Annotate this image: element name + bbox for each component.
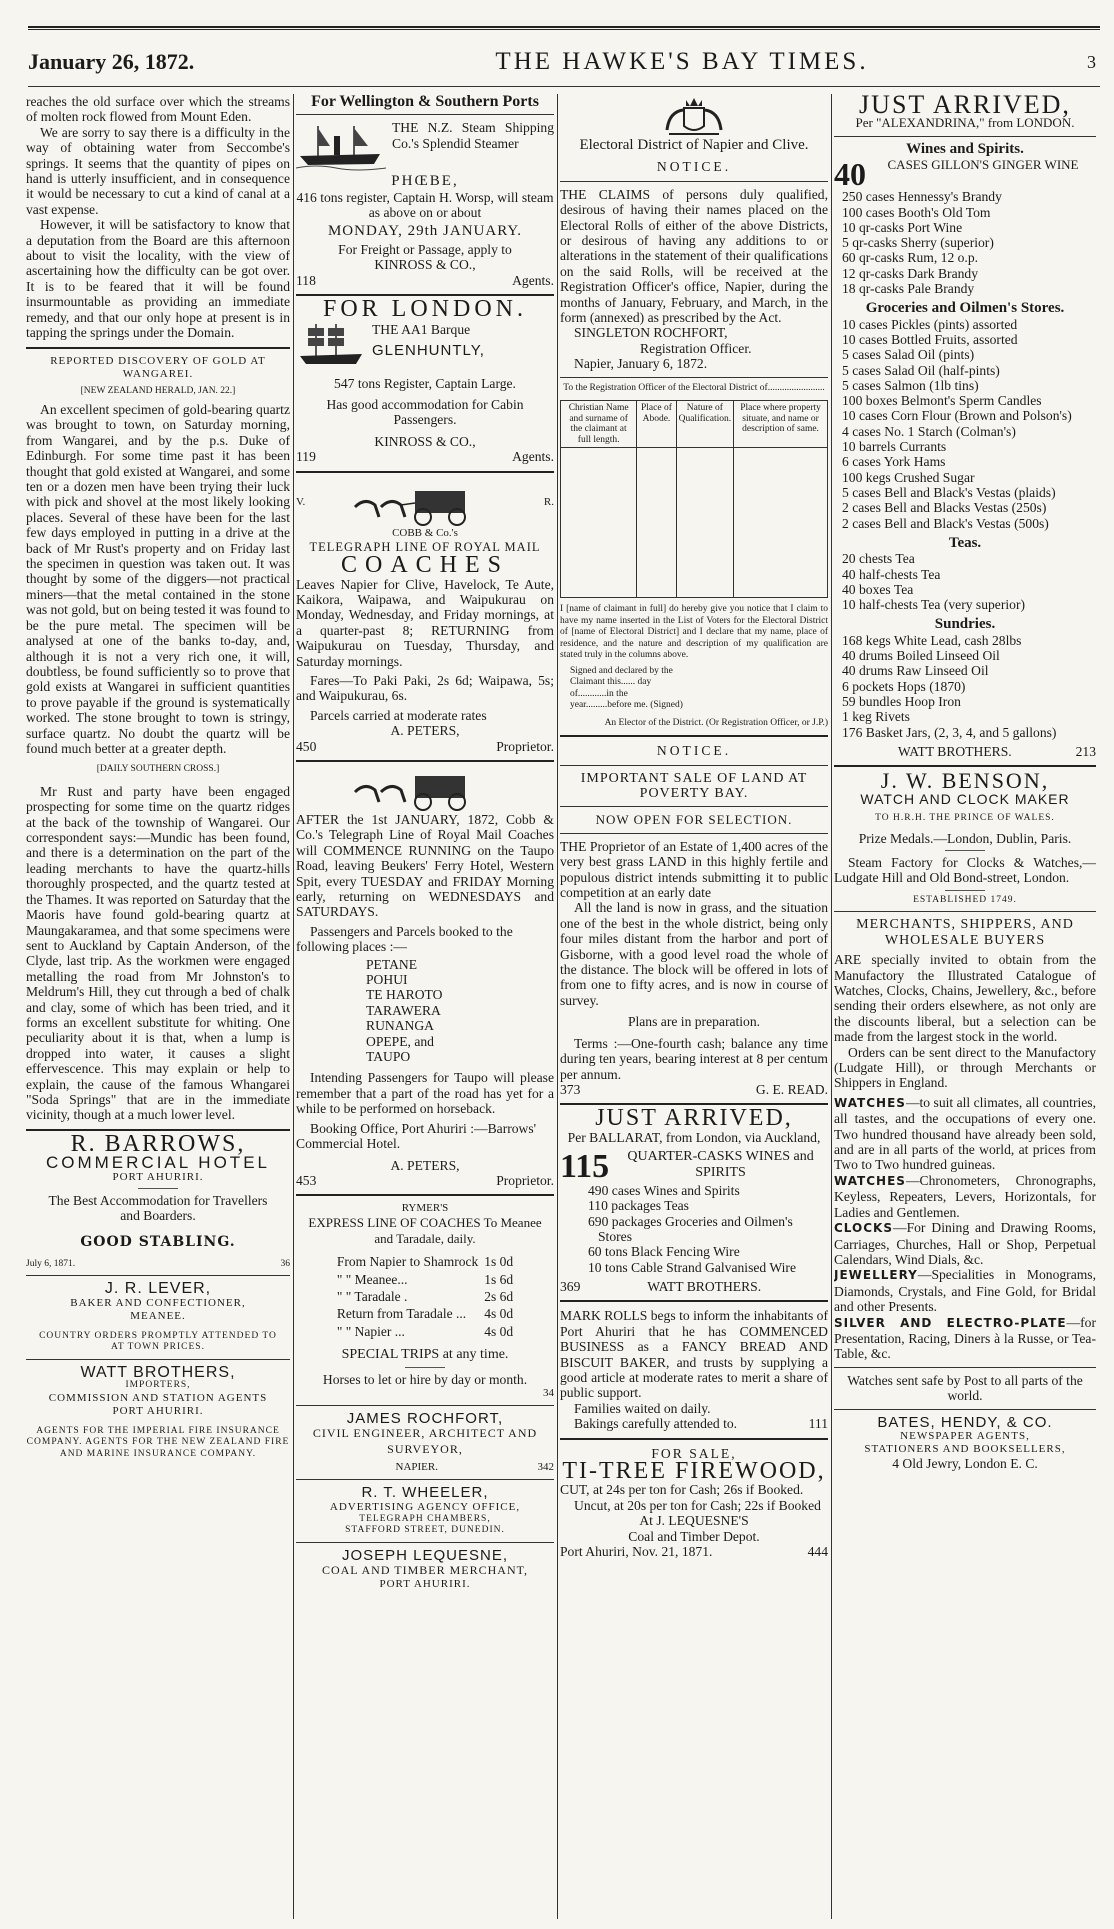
advert-text: Intending Passengers for Taupo will please remember that a part of the road has yet for a while to be performed on horseback. [296,1070,554,1117]
advert-subtitle: TO H.R.H. THE PRINCE OF WALES. [875,813,1055,824]
advert-number: 118 [296,272,316,288]
cobb-advert [296,479,554,754]
advert-date: Napier, January 6, 1872. [574,356,708,372]
goods-item: 100 kegs Crushed Sugar [842,469,975,485]
advert-text: Steam Factory for Clocks & Watches,—Ludgate Hill and Old Bond-street, London. [834,855,1096,886]
product-desc: —to suit all climates, all countries, all tastes, and the occupations of every one. Two hundred thousand have already been sold, and are in all parts of the world, at prices from Two to Two hundred guineas. [834,1094,1096,1173]
divider [560,833,828,834]
fare-price: 1s 6d [484,1271,514,1287]
fare-price: 2s 6d [484,1288,514,1304]
advert-place: PORT AHURIRI. [112,1170,204,1183]
proprietor-role: Proprietor. [496,738,554,754]
advert-text: Parcels carried at moderate rates [310,707,487,723]
advert-text: Per "ALEXANDRINA," from LONDON. [855,115,1075,131]
goods-item: 5 cases Salad Oil (half-pints) [842,362,1000,378]
divider [560,181,828,182]
goods-item: 250 cases Hennessy's Brandy [842,189,1002,205]
signatory-name: G. E. READ. [755,1081,828,1097]
advert-address: STAFFORD STREET, DUNEDIN. [345,1525,505,1536]
taupo-advert [296,768,554,1188]
section-heading: Sundries. [934,616,996,633]
advert-text: AGENTS FOR THE IMPERIAL FIRE INSURANCE COMPANY. AGENTS FOR THE NEW ZEALAND FIRE AND MARINE INSURANCE COMPANY. [26,1425,290,1459]
crest-letter: V. [296,496,306,509]
advert-text: SPECIAL TRIPS at any time. [341,1347,509,1363]
advert-text: Leaves Napier for Clive, Havelock, Te Aute, Kaikora, Waipawa, and Waipukurau on Monday, Wednesday, and Friday mornings, at a quarter-past 8; RETURNING from Waipukurau on Tuesday, Thursday, and Saturday mornings. [296,576,554,669]
place-item: POHUI [366,972,408,988]
article-paragraph: reaches the old surface over which the streams of molten rock flowed from Mount Eden. [26,94,290,125]
advert-text: Plans are in preparation. [627,1014,761,1030]
goods-item: 10 half-chests Tea (very superior) [842,597,1025,613]
advert-text: Watches sent safe by Post to all parts of the world. [847,1372,1083,1404]
signatory-role: Registration Officer. [640,340,752,356]
goods-item: 110 packages Teas [588,1198,689,1214]
fare-row [335,1289,515,1304]
advert-name: R. T. WHEELER, [361,1484,489,1502]
quantity-number: 115 [560,1149,610,1184]
ornament [945,890,985,891]
advert-heading: GOOD STABLING. [80,1234,236,1251]
goods-item: 1 keg Rivets [842,709,910,725]
goods-item: 10 cases Bottled Fruits, assorted [842,332,1018,347]
advert-heading: MERCHANTS, SHIPPERS, AND WHOLESALE BUYERS [856,917,1074,948]
fare-price: 4s 0d [484,1323,514,1339]
advert-name: JOSEPH LEQUESNE, [341,1546,509,1564]
goods-item: 10 cases Pickles (pints) assorted [842,316,1018,332]
advert-text: 416 tons register, Captain H. Worsp, will steam as above on or about [296,189,554,221]
barque-icon [296,322,366,370]
form-header: Nature of Qualification. [676,401,734,448]
lever-advert [26,1281,290,1353]
divider [296,1479,554,1480]
product-desc: —for Presentation, Racing, Diners à la Russe, or Tea-Table, &c. [834,1314,1096,1362]
advert-heading: Electoral District of Napier and Clive. [579,137,809,153]
wheeler-advert [296,1485,554,1536]
goods-item: 40 boxes Tea [842,581,914,597]
signatory-name: SINGLETON ROCHFORT, [574,325,728,341]
advert-number: 36 [280,1258,290,1269]
advert-number: 342 [537,1461,554,1474]
advert-text: Uncut, at 20s per ton for Cash; 22s if Booked [574,1497,821,1513]
divider [296,760,554,762]
quantity-number: 40 [834,157,866,190]
goods-item: 6 cases York Hams [842,454,946,470]
advert-title: CIVIL ENGINEER, ARCHITECT AND SURVEYOR, [312,1426,538,1456]
advert-heading: FOR LONDON. [322,296,527,323]
form-header: Christian Name and surname of the claimant at full length. [561,401,637,448]
column-divider [293,94,294,1919]
advert-title: IMPORTERS, [125,1380,191,1391]
benson-products [834,1095,1096,1362]
divider [834,911,1096,912]
advert-text: Families waited on daily. [574,1400,711,1416]
product-key: JEWELLERY [834,1268,918,1283]
notice-label: NOTICE. [656,159,732,175]
product-item [834,1220,1096,1267]
article-paragraph: However, it will be satisfactory to know that a deputation from the Board are this afternoon about to visit the locality, with the view of ascertaining how the difficulty can be got over. It is to be feared that it will be found insurmountable as providing an immediate remedy, and that our only hope at present is in tapping the springs under the Domain. [26,217,290,341]
claim-declaration: I [name of claimant in full] do hereby give you notice that I claim to have my name inserted in the List of Voters for the Electoral District of [name of Electoral District] and I declare that my name, place of residence, and the nature and description of my qualification are stated truly in the columns above. [560,604,828,661]
crest-letter: R. [543,496,554,509]
goods-item: 40 half-chests Tea [842,566,941,582]
column-1 [26,94,290,1919]
fare-route: From Napier to Shamrock [336,1254,479,1270]
article-paragraph: Mr Rust and party have been engaged prospecting for some time on the quartz ridges at the back of the township of Wangarei. Our correspondent says:—Mundic has been found, and there is a determination on the part of the leading merchants to have the quartz-hills thoroughly prospected, and the quartz tested at the Thames. It was reported on Saturday that the Maoris have found gold-bearing quartz at Maungakaramea, and that some specimens were sent to Auckland by Captain Anderson, of the Clyde, last trip. As the workmen were engaged metalling the road from Mr Johnston's to Meldrum's Hill, they cut through a bed of chalk and clay, some of which has been tried, and it forms an excellent substitute for whiting. One peculiarity about it is that, when a lump is dropped into water, it causes a slight effervescence. This may explain or help to explain, the cause of the famous Whangarei "Soda Springs" that are in the immediate vicinity, though at a much lower level. [26,783,290,1123]
column-divider [831,94,832,1919]
ornament [405,1367,445,1368]
goods-item: 4 cases No. 1 Starch (Colman's) [842,423,1016,439]
column-2 [296,94,554,1919]
article-headline: REPORTED DISCOVERY OF GOLD AT WANGAREI. [50,354,266,380]
product-key: WATCHES [834,1173,906,1188]
advert-number: 444 [807,1544,828,1559]
advert-name: WATT BROTHERS, [80,1363,236,1381]
proprietor-name: A. PETERS, [390,723,460,739]
newspaper-title: THE HAWKE'S BAY TIMES. [495,48,869,75]
section-heading: Wines and Spirits. [906,140,1024,157]
advert-text: Passengers and Parcels booked to the following places :— [296,923,513,955]
advert-text: The Best Accommodation for Travellers and Boarders. [48,1192,268,1223]
place-item: RUNANGA [366,1018,434,1034]
goods-item: 2 cases Bell and Black's Vestas (500s) [842,515,1049,531]
claim-witness: An Elector of the District. (Or Registration Officer, or J.P.) [604,717,828,728]
advert-text: THE CLAIMS of persons duly qualified, desirous of having their names placed on the Electoral Rolls of either of the above Districts, or desirous of having any additions to or alterations in the statement of their qualifications on the said Rolls, will be received at the Registration Officer's office, Napier, during the months of January, February, and March, in the form (annexed) as prescribed by the Act. [560,186,828,326]
goods-item: 100 boxes Belmont's Sperm Candles [842,393,1042,409]
form-header: Place of Abode. [637,401,676,448]
advert-footer [26,1259,290,1271]
advert-text: QUARTER-CASKS WINES and SPIRITS [627,1149,814,1180]
advert-text: Fares—To Paki Paki, 2s 6d; Waipawa, 5s; and Waipukurau, 6s. [296,672,554,704]
ornament [945,850,985,851]
divider [296,114,554,115]
advert-text: THE Proprietor of an Estate of 1,400 acres of the very best grass LAND in this highly fertile and populous district intends submitting it to public competition at an early date [560,838,828,901]
signatory-name: WATT BROTHERS. [897,743,1012,759]
fare-row [335,1324,515,1339]
ornament [138,1188,178,1189]
advert-name: BATES, HENDY, & CO. [877,1413,1053,1431]
advert-title: COAL AND TIMBER MERCHANT, [321,1563,529,1577]
advert-number: 450 [296,738,317,754]
column-3 [560,94,828,1919]
advert-heading: JUST ARRIVED, [859,94,1071,119]
advert-text: Per BALLARAT, from London, via Auckland, [567,1129,821,1145]
advert-address: TELEGRAPH CHAMBERS, [359,1513,491,1524]
advert-text: COUNTRY ORDERS PROMPTLY ATTENDED TO AT TOWN PRICES. [39,1330,277,1353]
advert-address: 4 Old Jewry, London E. C. [892,1455,1038,1471]
advert-number: 453 [296,1172,317,1188]
product-key: SILVER AND ELECTRO-PLATE [834,1315,1067,1330]
advert-number: 373 [560,1081,581,1097]
divider [560,1438,828,1440]
advert-place: PORT AHURIRI. [112,1404,204,1417]
advert-text: 547 tons Register, Captain Large. [334,375,516,391]
fare-row [335,1272,515,1287]
divider [834,1367,1096,1368]
advert-established: ESTABLISHED 1749. [913,894,1017,905]
sundries-list [834,633,1096,740]
advert-text: Booking Office, Port Ahuriri :—Barrows' Commercial Hotel. [296,1120,537,1152]
advert-text: Terms :—One-fourth cash; balance any time during ten years, bearing interest at 8 per centum per annum. [560,1035,828,1082]
article-source: [DAILY SOUTHERN CROSS.] [96,764,220,775]
advert-heading: JUST ARRIVED, [595,1105,793,1132]
product-desc: —Specialities in Monograms, Diamonds, Crystals, and Fine Gold, for Bridal and other Presents. [834,1267,1096,1315]
advert-title: STATIONERS AND BOOKSELLERS, [864,1442,1066,1455]
goods-item: 10 qr-casks Port Wine [842,219,963,235]
advert-text: ARE specially invited to obtain from the Manufactory the Illustrated Catalogue of Watches, Clocks, Chains, Jewellery, &c., before sending their orders elsewhere, as not only are the discounts liberal, but a selection can be made from the largest stock in the world. [834,952,1096,1045]
advert-title: RYMER'S [401,1202,449,1215]
advert-number: 119 [296,449,316,465]
rochfort-advert [296,1411,554,1474]
product-item [834,1095,1096,1173]
advert-text: CUT, at 24s per ton for Cash; 26s if Booked. [560,1482,804,1498]
divider [296,1405,554,1406]
place-item: TE HAROTO [366,987,443,1003]
barrows-advert [26,1130,290,1271]
goods-item: 176 Basket Jars, (2, 3, 4, and 5 gallons) [842,724,1057,740]
agent-name: KINROSS & CO., [374,433,476,449]
advert-text: Horses to let or hire by day or month. [322,1371,528,1387]
claim-signature: Signed and declared by the Claimant this...... day of............in the year.........before me. (Signed) [570,665,683,711]
goods-item: 12 qr-casks Dark Brandy [842,265,979,281]
divider [834,765,1096,767]
fares-table [333,1252,517,1341]
advert-text: Orders can be sent direct to the Manufactory (Ludgate Hill), or through Merchants or Shippers in England. [834,1044,1096,1091]
fare-route: Return from Taradale ... [336,1306,467,1322]
product-item [834,1173,1096,1220]
goods-item: 690 packages Groceries and Oilmen's Stores [588,1213,793,1245]
goods-item: 60 qr-casks Rum, 12 o.p. [842,250,979,266]
divider [560,806,828,807]
goods-item: 10 cases Corn Flour (Brown and Polson's) [842,408,1072,424]
advert-title: ADVERTISING AGENCY OFFICE, [329,1500,521,1513]
advert-place: NAPIER. [395,1461,438,1474]
divider [560,765,828,766]
stagecoach-icon [345,479,505,527]
place-item: PETANE [366,956,418,972]
goods-item: 40 drums Raw Linseed Oil [842,663,989,679]
advert-text: Prize Medals.—London, Dublin, Paris. [858,830,1072,846]
divider [26,1359,290,1360]
fare-price: 1s 0d [484,1254,514,1270]
advert-text: MARK ROLLS begs to inform the inhabitants of Port Ahuriri that he has COMMENCED BUSINESS as a FANCY BREAD AND BISCUIT BAKER, and trusts by supplying a good article at moderate rates to merit a share of public support. [560,1308,828,1401]
place-item: TAUPO [366,1049,411,1065]
advert-text: For Freight or Passage, apply to [338,242,512,258]
advert-name: J. R. LEVER, [104,1280,212,1298]
goods-item: 59 bundles Hoop Iron [842,694,961,710]
divider [560,735,828,737]
product-key: CLOCKS [834,1221,893,1236]
signatory-name: WATT BROTHERS. [647,1278,762,1294]
advert-text: Coal and Timber Depot. [628,1528,760,1544]
ballarat-advert [560,1105,828,1294]
product-item [834,1315,1096,1362]
advert-name: J. W. BENSON, [880,768,1050,794]
advert-date: Port Ahuriri, Nov. 21, 1871. [560,1544,713,1559]
wines-list [834,189,1096,296]
stagecoach-icon [345,768,505,812]
agent-role: Agents. [512,449,554,465]
divider [296,1542,554,1543]
divider [560,1300,828,1302]
fare-route: " " Meanee... [336,1271,408,1287]
masthead [28,42,1096,82]
alexandrina-advert [834,94,1096,759]
firewood-advert [560,1446,828,1560]
places-list [296,957,554,1065]
claim-form-table [560,400,828,598]
ship-name: GLENHUNTLY, [372,342,485,360]
form-header: Place where property situate, and name or description of same. [734,401,828,448]
bates-advert [834,1415,1096,1472]
goods-item: 40 drums Boiled Linseed Oil [842,648,1000,664]
advert-title: NEWSPAPER AGENTS, [900,1429,1030,1442]
fare-route: " " Napier ... [336,1323,405,1339]
london-advert [296,296,554,465]
goods-item: 18 qr-casks Pale Brandy [842,281,975,296]
fare-row [335,1306,515,1321]
lequesne-advert [296,1548,554,1592]
divider [834,1409,1096,1410]
form-header-row [561,401,828,448]
goods-item: 20 chests Tea [842,551,915,567]
goods-item: 10 barrels Currants [842,439,947,455]
fare-price: 4s 0d [484,1306,514,1322]
advert-subheading: NOW OPEN FOR SELECTION. [595,812,793,828]
sailing-date: MONDAY, 29th JANUARY. [327,222,523,239]
goods-item: 60 tons Black Fencing Wire [588,1244,740,1260]
divider [26,347,290,349]
agent-role: Agents. [512,272,554,288]
advert-text: THE AA1 Barque [372,321,471,337]
advert-title: BAKER AND CONFECTIONER, [70,1296,246,1309]
divider [296,1194,554,1196]
section-heading: Teas. [948,534,982,551]
top-rule [28,26,1100,30]
goods-item: 100 cases Booth's Old Tom [842,204,991,220]
product-desc: —Chronometers, Chronographs, Keyless, Repeaters, Levers, Horizontals, for Ladies and Gentlemen. [834,1172,1096,1220]
goods-item: 490 cases Wines and Spirits [588,1183,740,1199]
goods-item: 168 kegs White Lead, cash 28lbs [842,632,1022,648]
advert-title: WATCH AND CLOCK MAKER [860,790,1070,807]
advert-subheading: FOR SALE, [651,1445,737,1461]
column-divider [557,94,558,1919]
divider [296,471,554,473]
proprietor-role: Proprietor. [496,1172,554,1188]
electoral-advert [560,94,828,729]
article-paragraph: We are sorry to say there is a difficulty in the way of obtaining water from Seccombe's springs. It seems that the quantity of pipes on hand is utterly insufficient, and in consequence it would be necessary to cut a kind of canal at a vast expense. [26,124,290,217]
goods-item: 6 pockets Hops (1870) [842,678,966,694]
product-desc: —For Dining and Drawing Rooms, Carriages, Churches, Hall or Shop, Perpetual Calendars, Wind Dials, &c. [834,1220,1096,1267]
issue-date: January 26, 1872. [28,49,195,74]
advert-heading: IMPORTANT SALE OF LAND AT POVERTY BAY. [580,770,808,801]
advert-text: All the land is now in grass, and the situation one of the best in the whole district, being only four miles distant from the harbor and port of Gisborne, with a good level road the whole of the distance. The block will be offered in lots of from one to fifty acres, and is now in course of survey. [560,900,828,1008]
advert-number: 369 [560,1278,581,1294]
wellington-advert [296,94,554,288]
advert-heading: For Wellington & Southern Ports [311,94,539,110]
advert-number: 111 [808,1416,828,1432]
advert-text: AFTER the 1st JANUARY, 1872, Cobb & Co.'s Telegraph Line of Royal Mail Coaches will COMMENCE RUNNING on the Taupo Road, leaving Beukers' Ferry Hotel, Western Spit, every TUESDAY and FRIDAY Morning early, returning on WEDNESDAYS and SATURDAYS. [296,811,554,920]
advert-place: PORT AHURIRI. [379,1578,471,1591]
goods-item: 5 qr-casks Sherry (superior) [842,235,994,251]
advert-title: TELEGRAPH LINE OF ROYAL MAIL [309,539,541,554]
place-item: OPEPE, and [366,1033,434,1049]
goods-list [560,1183,828,1275]
advert-text: Has good accommodation for Cabin Passengers. [326,397,524,428]
advert-title: COMMISSION AND STATION AGENTS [48,1391,268,1404]
place-item: TARAWERA [366,1002,441,1018]
fare-row [335,1254,515,1269]
divider [560,377,828,378]
section-heading: Groceries and Oilmen's Stores. [865,300,1065,317]
advert-heading: TI-TREE FIREWOOD, [562,1457,826,1484]
goods-item: 10 tons Cable Strand Galvanised Wire [588,1259,796,1275]
advert-number: 34 [543,1386,554,1399]
agent-name: KINROSS & CO., [374,257,476,273]
divider [834,136,1096,137]
steamship-icon [296,120,386,172]
product-key: WATCHES [834,1095,906,1110]
form-entry-row [561,448,828,598]
article-paragraph: An excellent specimen of gold-bearing quartz was brought to town, on Saturday morning, from Wangarei, and by the p.s. Duke of Edinburgh. For some time past it has been thought that gold existed at Wangarei, and some ten or a dozen men have been trying their luck with pick and shovel at the most likely looking places. Several of these have been for the last few days employed in putting in a drive at the back of Mr Rust's property and on Friday last the specimen in question was taken out. It was thought by some of the diggers—not practical miners—that the metal contained in the stone was not gold, but on being tested it was found to be the pure metal. The specimen will be analysed at one of the banks to-day, and, although it is not a very rich one, it will, doubtless, be found sufficiently so to prove that gold exists at Wangarei in sufficient quantities to prove payable if the ground is systematically worked. The stone brought to town is stringy, surface quartz. No doubt the quartz will be found much better at a greater depth. [26,402,290,756]
fare-route: " " Taradale . [336,1288,408,1304]
form-address: To the Registration Officer of the Electoral District of........................ [563,382,825,393]
advert-name: R. BARROWS, [70,1130,246,1157]
land-sale-advert [560,743,828,1097]
goods-item: 5 cases Salad Oil (pints) [842,347,975,363]
advert-name: JAMES ROCHFORT, [346,1409,504,1427]
column-4 [834,94,1096,1919]
advert-heading: EXPRESS LINE OF COACHES To Meanee and Taradale, daily. [308,1215,542,1246]
goods-item: 5 cases Bell and Black's Vestas (plaids) [842,484,1056,500]
advert-text: THE N.Z. Steam Shipping Co.'s Splendid Steamer [392,120,554,151]
ship-name: PHŒBE, [391,173,459,190]
goods-item: 2 cases Bell and Blacks Vestas (250s) [842,500,1047,516]
masthead-rule [28,86,1100,87]
advert-date: July 6, 1871. [26,1258,76,1269]
advert-text: Bakings carefully attended to. [574,1416,738,1432]
groceries-list [834,317,1096,531]
proprietor-name: A. PETERS, [390,1157,460,1173]
advert-heading: COACHES [340,552,510,579]
notice-label: NOTICE. [656,743,732,759]
page-number: 3 [1087,51,1096,72]
royal-crest-icon [659,94,729,138]
advert-place: MEANEE. [130,1309,186,1322]
rolls-advert [560,1308,828,1431]
advert-title: COBB & Co.'s [392,526,458,539]
teas-list [834,551,1096,612]
product-item [834,1267,1096,1314]
advert-title: COMMERCIAL HOTEL [45,1153,270,1173]
divider [26,1275,290,1276]
watt-advert [26,1365,290,1460]
advert-number: 213 [1075,743,1096,759]
rymer-advert [296,1202,554,1400]
benson-advert [834,768,1096,1404]
article-source: [NEW ZEALAND HERALD, JAN. 22.] [80,385,236,396]
advert-text: At J. LEQUESNE'S [639,1513,749,1529]
goods-item: CASES GILLON'S GINGER WINE [887,157,1079,173]
goods-item: 5 cases Salmon (1lb tins) [842,377,979,393]
